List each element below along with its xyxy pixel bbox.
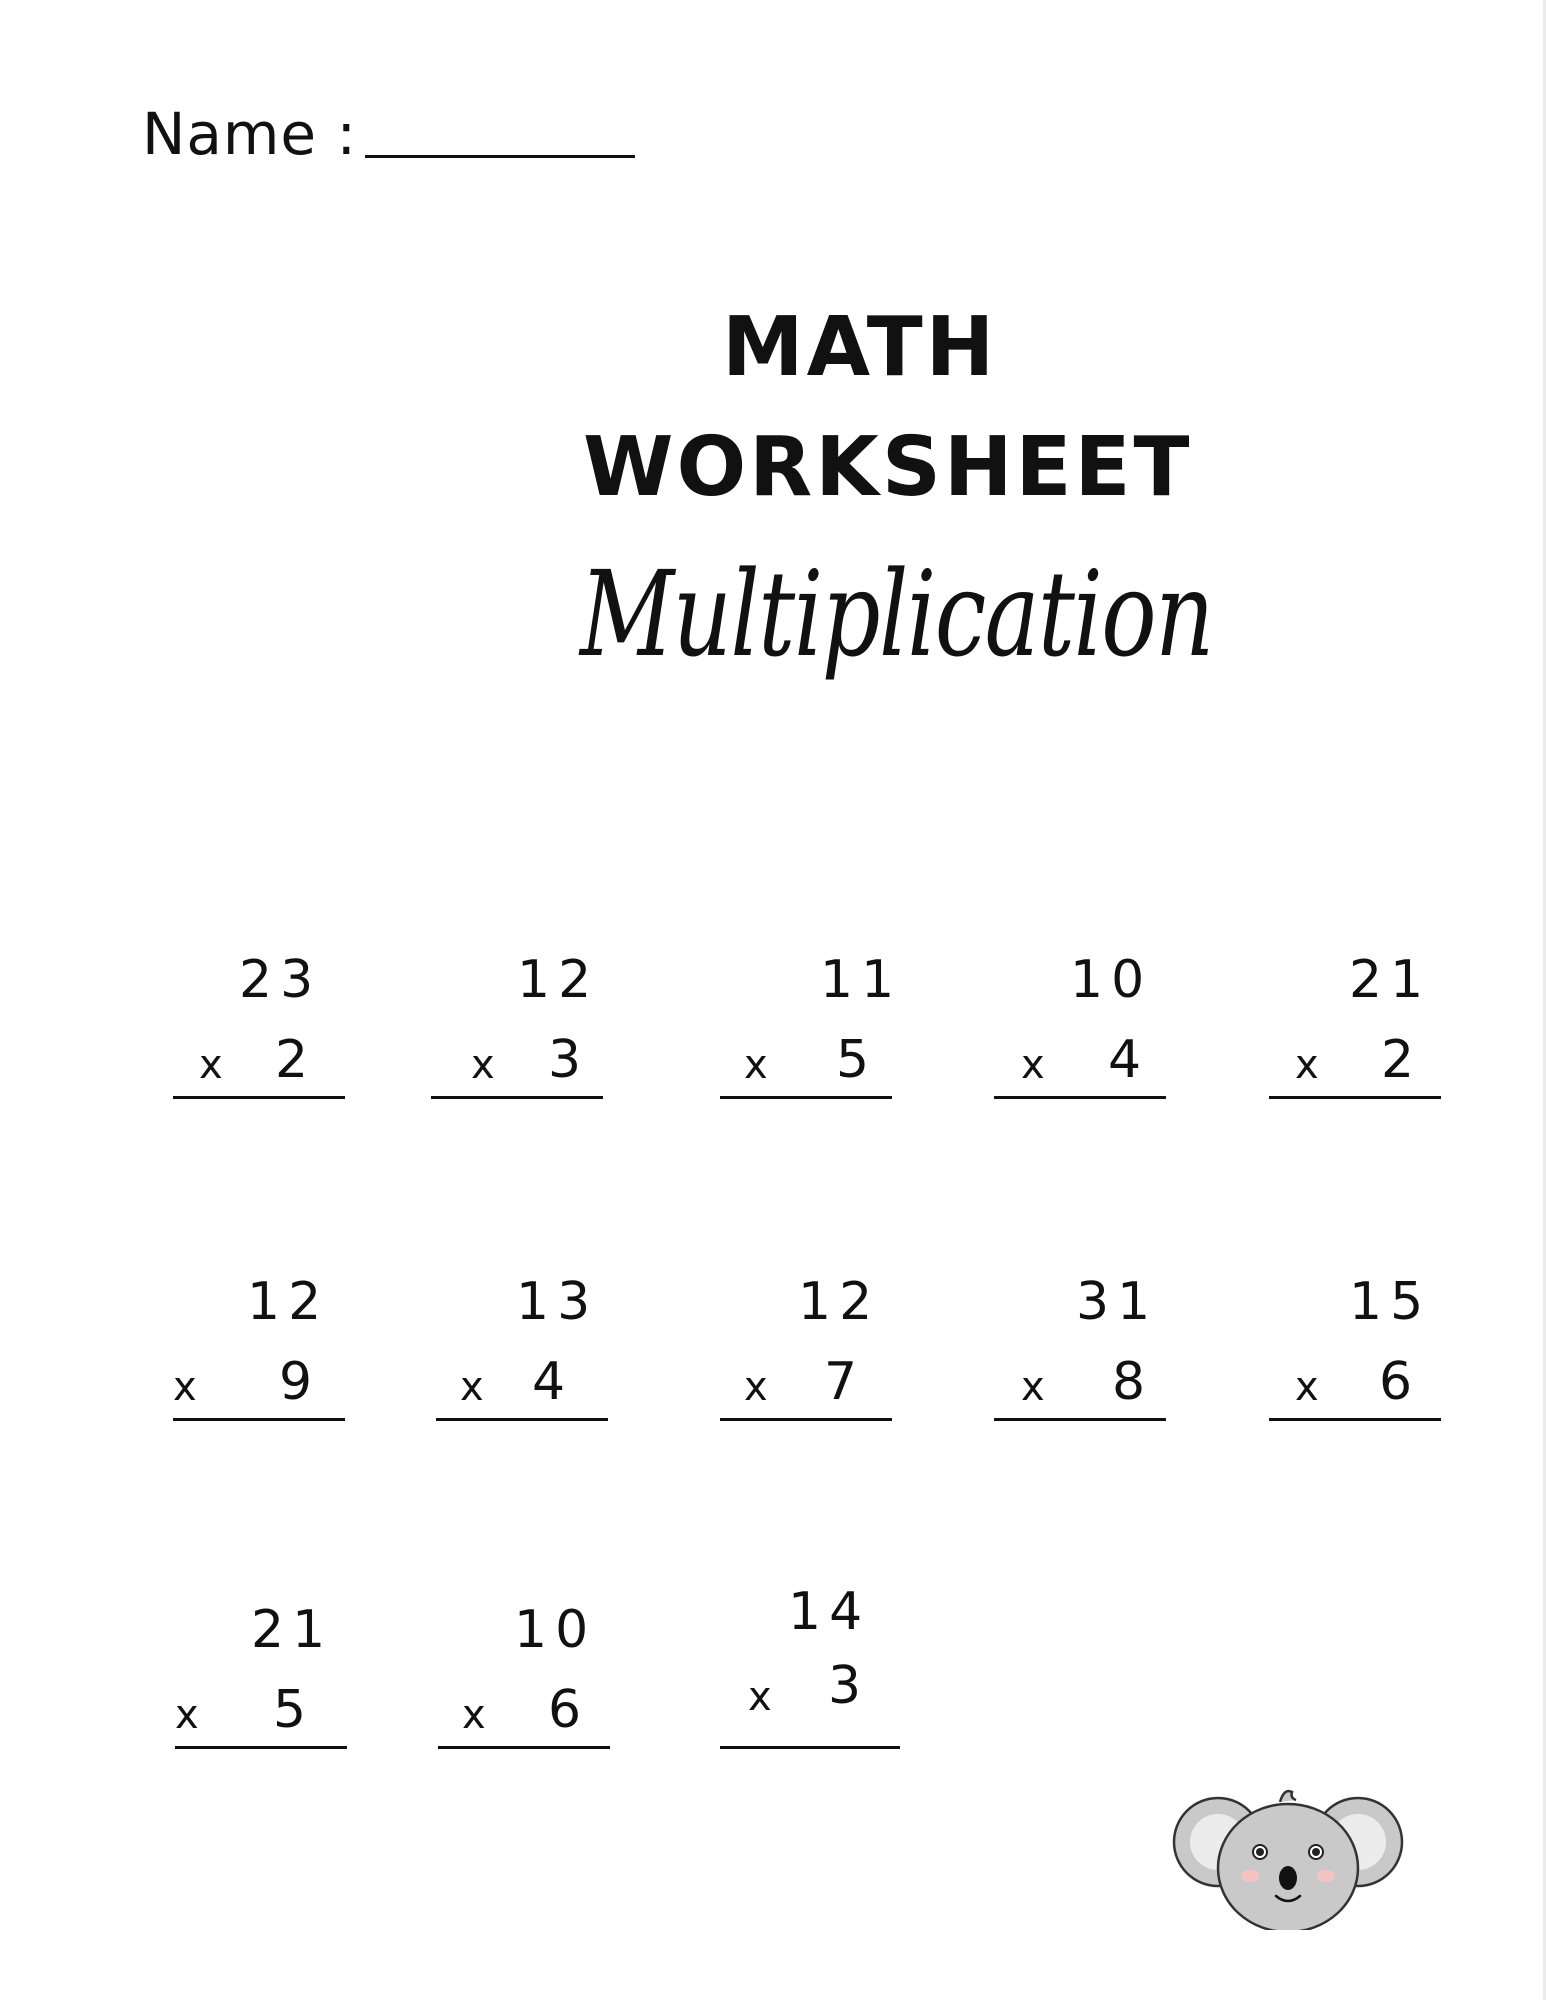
problem-top-number: 15 — [1349, 1272, 1432, 1332]
problem-top-number: 10 — [514, 1600, 597, 1660]
problem-top-number: 10 — [1070, 950, 1153, 1010]
multiply-sign: x — [1021, 1042, 1045, 1088]
problem-10 — [1269, 1272, 1441, 1442]
problem-top-number: 21 — [251, 1600, 334, 1660]
name-field — [142, 100, 635, 168]
problem-top-number: 12 — [247, 1272, 330, 1332]
answer-line — [436, 1418, 608, 1421]
multiply-sign: x — [1021, 1364, 1045, 1410]
problem-13 — [720, 1582, 892, 1752]
multiply-sign: x — [1295, 1042, 1319, 1088]
problem-top-number: 12 — [798, 1272, 881, 1332]
subtitle-multiplication: Multiplication — [580, 545, 1213, 683]
multiply-sign: x — [460, 1364, 484, 1410]
problem-8 — [720, 1272, 892, 1442]
multiply-sign: x — [199, 1042, 223, 1088]
problem-12 — [438, 1600, 610, 1770]
multiply-sign: x — [471, 1042, 495, 1088]
problem-bottom-number: 8 — [1112, 1352, 1146, 1412]
problem-1 — [173, 950, 345, 1120]
answer-line — [994, 1418, 1166, 1421]
problem-bottom-number: 6 — [548, 1680, 582, 1740]
multiply-sign: x — [173, 1364, 197, 1410]
problem-bottom-number: 3 — [828, 1656, 862, 1716]
problem-11 — [175, 1600, 347, 1770]
problem-bottom-number: 5 — [836, 1030, 870, 1090]
problem-bottom-number: 2 — [1381, 1030, 1415, 1090]
multiply-sign: x — [744, 1364, 768, 1410]
problem-top-number: 11 — [820, 950, 903, 1010]
problem-7 — [436, 1272, 608, 1442]
problem-4 — [994, 950, 1166, 1120]
title-worksheet: WORKSHEET — [583, 420, 1193, 515]
answer-line — [173, 1418, 345, 1421]
problem-bottom-number: 4 — [1108, 1030, 1142, 1090]
problem-2 — [431, 950, 603, 1120]
multiply-sign: x — [462, 1692, 486, 1738]
answer-line — [720, 1746, 900, 1749]
problem-top-number: 12 — [517, 950, 600, 1010]
problem-5 — [1269, 950, 1441, 1120]
problem-bottom-number: 3 — [548, 1030, 582, 1090]
problem-top-number: 21 — [1349, 950, 1432, 1010]
answer-line — [1269, 1096, 1441, 1099]
multiply-sign: x — [1295, 1364, 1319, 1410]
problem-top-number: 23 — [239, 950, 322, 1010]
answer-line — [994, 1096, 1166, 1099]
answer-line — [431, 1096, 603, 1099]
answer-line — [175, 1746, 347, 1749]
answer-line — [1269, 1418, 1441, 1421]
problem-3 — [720, 950, 903, 1120]
multiply-sign: x — [175, 1692, 199, 1738]
problem-top-number: 13 — [516, 1272, 599, 1332]
problem-top-number: 14 — [788, 1582, 871, 1642]
problem-bottom-number: 6 — [1379, 1352, 1413, 1412]
problem-6 — [173, 1272, 345, 1442]
multiply-sign: x — [748, 1674, 772, 1720]
name-blank-line[interactable] — [365, 155, 635, 158]
problem-bottom-number: 4 — [532, 1352, 566, 1412]
answer-line — [720, 1418, 892, 1421]
problem-top-number: 31 — [1076, 1272, 1159, 1332]
title-math: MATH — [722, 300, 998, 395]
problem-9 — [994, 1272, 1166, 1442]
problem-bottom-number: 5 — [273, 1680, 307, 1740]
koala-icon — [1172, 1782, 1404, 1930]
problem-bottom-number: 7 — [824, 1352, 858, 1412]
answer-line — [173, 1096, 345, 1099]
answer-line — [438, 1746, 610, 1749]
answer-line — [720, 1096, 892, 1099]
problem-bottom-number: 2 — [275, 1030, 309, 1090]
name-label: Name : — [142, 100, 358, 168]
problem-bottom-number: 9 — [279, 1352, 313, 1412]
multiply-sign: x — [744, 1042, 768, 1088]
